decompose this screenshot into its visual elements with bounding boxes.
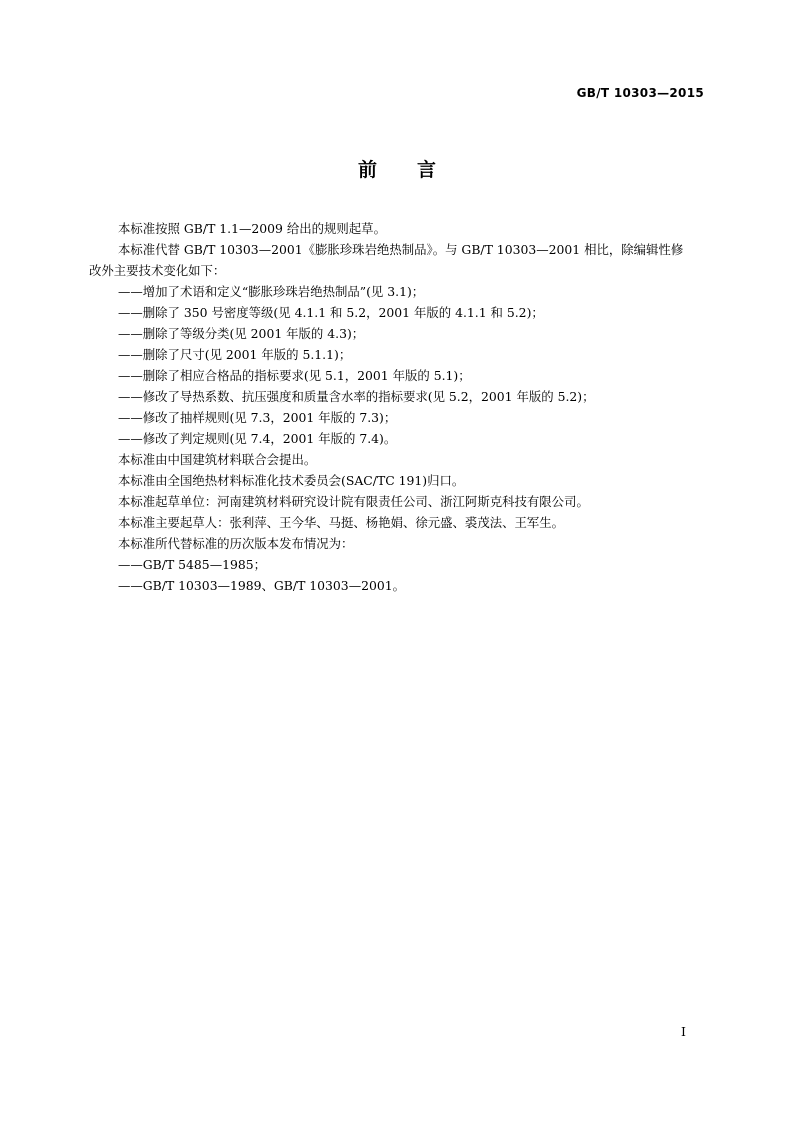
change-item: ——修改了判定规则(见 7.4，2001 年版的 7.4)。 xyxy=(118,431,397,446)
page-title: 前言 xyxy=(357,159,476,181)
paragraph-proposer: 本标准由中国建筑材料联合会提出。 xyxy=(118,452,317,467)
page-number: I xyxy=(681,1024,686,1039)
change-item: ——删除了尺寸(见 2001 年版的 5.1.1)； xyxy=(118,347,352,362)
change-item: ——增加了术语和定义“膨胀珍珠岩绝热制品”(见 3.1)； xyxy=(118,284,425,299)
paragraph-line: 改外主要技术变化如下： xyxy=(89,263,226,278)
paragraph-drafting-units: 本标准起草单位：河南建筑材料研究设计院有限责任公司、浙江阿斯克科技有限公司。 xyxy=(118,494,589,509)
foreword-body xyxy=(89,218,708,596)
standard-number: GB/T 10303—2015 xyxy=(576,86,704,100)
paragraph-drafters: 本标准主要起草人：张利萍、王今华、马挺、杨艳娟、徐元盛、裘茂法、王军生。 xyxy=(118,515,565,530)
history-item: ——GB/T 10303—1989、GB/T 10303—2001。 xyxy=(118,578,406,593)
paragraph-replacement-note xyxy=(89,239,708,281)
change-item: ——修改了抽样规则(见 7.3，2001 年版的 7.3)； xyxy=(118,410,397,425)
change-item: ——删除了相应合格品的指标要求(见 5.1，2001 年版的 5.1)； xyxy=(118,368,471,383)
change-item: ——删除了等级分类(见 2001 年版的 4.3)； xyxy=(118,326,365,341)
paragraph-line: 本标准代替 GB/T 10303—2001《膨胀珍珠岩绝热制品》。与 GB/T 10303—2001 相比，除编辑性修 xyxy=(118,242,684,257)
paragraph-history-intro: 本标准所代替标准的历次版本发布情况为： xyxy=(118,536,354,551)
paragraph-drafting-rules: 本标准按照 GB/T 1.1—2009 给出的规则起草。 xyxy=(118,221,386,236)
history-item: ——GB/T 5485—1985； xyxy=(118,557,267,572)
paragraph-committee: 本标准由全国绝热材料标准化技术委员会(SAC/TC 191)归口。 xyxy=(118,473,465,488)
change-item: ——删除了 350 号密度等级(见 4.1.1 和 5.2，2001 年版的 4.1.1 和 5.2)； xyxy=(118,305,544,320)
change-item: ——修改了导热系数、抗压强度和质量含水率的指标要求(见 5.2，2001 年版的 5.2)； xyxy=(118,389,595,404)
